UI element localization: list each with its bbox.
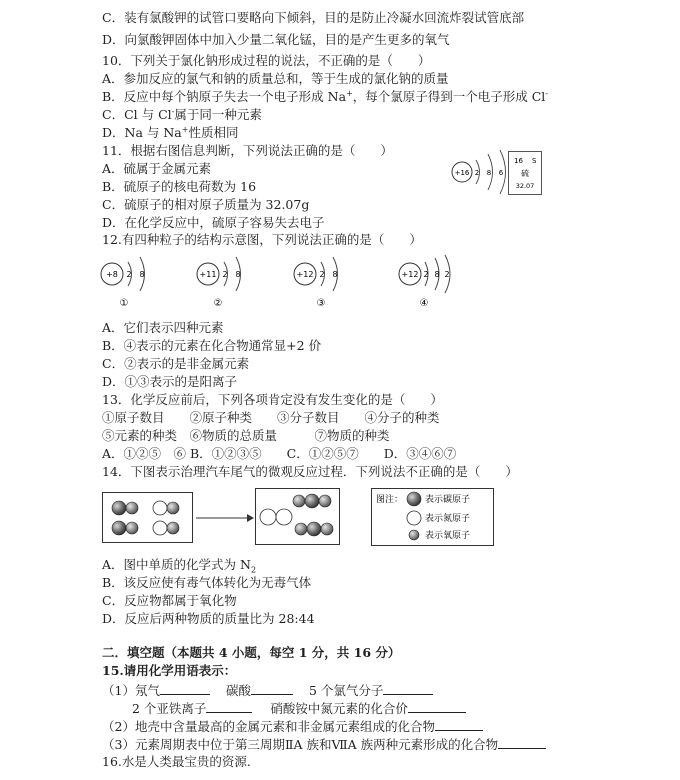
- q15-1-nitrate-label: 硝酸铵中氮元素的化合价: [270, 701, 408, 716]
- sulfur-shell-3-count: 6: [498, 169, 504, 177]
- question-14-option-d: D．反应后两种物质的质量比为 28:44: [102, 611, 315, 626]
- question-12-option-a: A．它们表示四种元素: [102, 320, 224, 335]
- particle-2-shell-2-count: 8: [235, 270, 241, 279]
- q15-carbonic-blank[interactable]: [251, 682, 293, 695]
- particle-1-shell-1-count: 2: [126, 270, 132, 279]
- tile-mass: 32.07: [515, 182, 535, 190]
- q15-1-carbonic-label: 碳酸: [225, 683, 251, 698]
- question-12-option-b: B．④表示的元素在化合物通常显+2 价: [102, 338, 322, 353]
- question-11: 11．根据右图信息判断，下列说法正确的是（ ）: [102, 143, 393, 158]
- question-15-2: [102, 718, 483, 735]
- q15-2-text: （2）地壳中含量最高的金属元素和非金属元素组成的化合物: [102, 719, 435, 734]
- question-13-items-row-2: ⑤元素的种类 ⑥物质的总质量 ⑦物质的种类: [102, 428, 390, 443]
- question-12: 12.有四种粒子的结构示意图，下列说法正确的是（ ）: [102, 232, 422, 247]
- q10c-sup: -: [171, 106, 175, 116]
- legend-nitrogen-swatch: [407, 511, 421, 525]
- particle-4-shell-2-count: 8: [434, 270, 440, 279]
- question-14-option-c: C．反应物都属于氧化物: [102, 593, 237, 608]
- question-11-option-d: D．在化学反应中，硫原子容易失去电子: [102, 215, 325, 230]
- tile-symbol: S: [532, 157, 537, 165]
- sulfur-shell-2-count: 8: [486, 169, 492, 177]
- question-15-1-line-2: [132, 700, 466, 717]
- question-10: 10．下列关于氯化钠形成过程的说法，不正确的是（ ）: [102, 53, 431, 68]
- particle-2-label: ②: [213, 298, 223, 309]
- question-15: 15.请用化学用语表示：: [102, 663, 237, 678]
- q10b-part1: B．反应中每个钠原子失去一个电子形成 Na: [102, 89, 347, 104]
- question-13-items-row-1: ①原子数目 ②原子种类 ③分子数目 ④分子的种类: [102, 410, 440, 425]
- q15-ferrous-blank[interactable]: [206, 700, 252, 713]
- sulfur-element-tile: [508, 151, 542, 195]
- q15-3-blank[interactable]: [498, 736, 546, 749]
- option-d-line: D．向氯酸钾固体中加入少量二氧化锰，目的是产生更多的氧气: [102, 32, 450, 47]
- sulfur-shell-1-count: 2: [474, 169, 480, 177]
- particle-diagrams: [98, 254, 458, 310]
- q10b-part2: ，每个氯原子得到一个电子形成 Cl: [352, 89, 546, 104]
- question-10-option-c: [102, 107, 262, 123]
- particle-4-charge: +12: [401, 270, 419, 279]
- particle-3-shell-2-count: 8: [332, 270, 338, 279]
- particle-2-charge: +11: [199, 270, 217, 279]
- particle-2-shell-1-count: 2: [222, 270, 228, 279]
- particle-3: [294, 257, 338, 309]
- co2-molecule-2: [295, 522, 333, 536]
- q15-neon-blank[interactable]: [160, 682, 210, 695]
- q15-1-chlorine-label: 5 个氯气分子: [308, 683, 384, 698]
- particle-3-shell-1-count: 2: [319, 270, 325, 279]
- co2-molecule-1: [293, 494, 331, 508]
- particle-1: [101, 257, 145, 309]
- particle-1-label: ①: [119, 298, 129, 309]
- question-14-option-a: [102, 557, 256, 573]
- q15-3-text: （3）元素周期表中位于第三周期ⅡA 族和ⅦA 族两种元素形成的化合物: [102, 737, 499, 752]
- tile-name: 硫: [521, 169, 529, 178]
- question-11-option-a: A．硫属于金属元素: [102, 161, 212, 176]
- question-12-option-d: D．①③表示的是阳离子: [102, 374, 238, 389]
- legend-nitrogen-text: 表示氮原子: [425, 514, 471, 524]
- q15-1-ferrous-label: 2 个亚铁离子: [132, 701, 207, 716]
- q10c-part2: 属于同一种元素: [174, 107, 262, 122]
- question-15-1-line-1: [102, 682, 433, 699]
- legend-title: 图注：: [376, 495, 404, 505]
- particle-3-label: ③: [316, 298, 326, 309]
- q15-nitrate-blank[interactable]: [408, 700, 466, 713]
- particle-4-shell-1-count: 2: [423, 270, 429, 279]
- particle-3-charge: +12: [296, 270, 314, 279]
- q15-2-blank[interactable]: [435, 718, 483, 731]
- q10b-sup2: -: [545, 88, 549, 98]
- q14a-part1: A．图中单质的化学式为 N: [102, 557, 251, 572]
- legend-carbon-swatch: [407, 492, 421, 506]
- reaction-arrowhead: [247, 514, 254, 522]
- particle-1-shell-2-count: 8: [139, 270, 145, 279]
- question-10-option-a: A．参加反应的氯气和钠的质量总和，等于生成的氯化钠的质量: [102, 71, 449, 86]
- particle-4: [399, 255, 450, 309]
- option-c-line: C．装有氯酸钾的试管口要略向下倾斜，目的是防止冷凝水回流炸裂试管底部: [102, 10, 525, 25]
- reactants-box: [103, 493, 193, 543]
- question-13: 13．化学反应前后，下列各项肯定没有发生变化的是（ ）: [102, 392, 443, 407]
- question-16: 16.水是人类最宝贵的资源.: [102, 754, 251, 769]
- question-12-option-c: C．②表示的是非金属元素: [102, 356, 250, 371]
- legend-carbon-text: 表示碳原子: [425, 495, 471, 505]
- section-2-heading: 二．填空题（本题共 4 小题，每空 1 分，共 16 分）: [102, 645, 401, 660]
- legend-oxygen-text: 表示氧原子: [425, 531, 471, 541]
- particle-2: [197, 257, 241, 309]
- q15-1-neon-label: （1）氖气: [102, 683, 160, 698]
- q10d-part2: 性质相同: [188, 125, 239, 140]
- question-13-options: A．①②⑤ ⑥ B．①②③⑤ C．①②⑤⑦ D．③④⑥⑦: [102, 446, 457, 461]
- question-10-option-d: [102, 125, 238, 141]
- particle-4-shell-3-count: 2: [444, 270, 450, 279]
- q15-chlorine-blank[interactable]: [383, 682, 433, 695]
- particle-4-label: ④: [419, 298, 429, 309]
- sulfur-nucleus-charge: +16: [454, 169, 470, 177]
- tile-atomic-number: 16: [514, 157, 523, 165]
- q10b-sup1: +: [346, 88, 353, 98]
- question-11-option-b: B．硫原子的核电荷数为 16: [102, 179, 257, 194]
- legend-oxygen-swatch: [409, 530, 419, 540]
- q10d-part1: D．Na 与 Na: [102, 125, 182, 140]
- question-14-option-b: B．该反应使有毒气体转化为无毒气体: [102, 575, 312, 590]
- q14a-sub: 2: [250, 565, 257, 575]
- question-14: 14．下图表示治理汽车尾气的微观反应过程．下列说法不正确的是（ ）: [102, 464, 518, 479]
- particle-1-charge: +8: [106, 270, 118, 279]
- q10d-sup: +: [181, 124, 189, 134]
- question-11-option-c: C．硫原子的相对原子质量为 32.07g: [102, 197, 310, 212]
- question-10-option-b: [102, 89, 548, 105]
- q10c-part1: C．Cl 与 Cl: [102, 107, 172, 122]
- question-15-3: [102, 736, 546, 753]
- reaction-diagram: [102, 488, 502, 550]
